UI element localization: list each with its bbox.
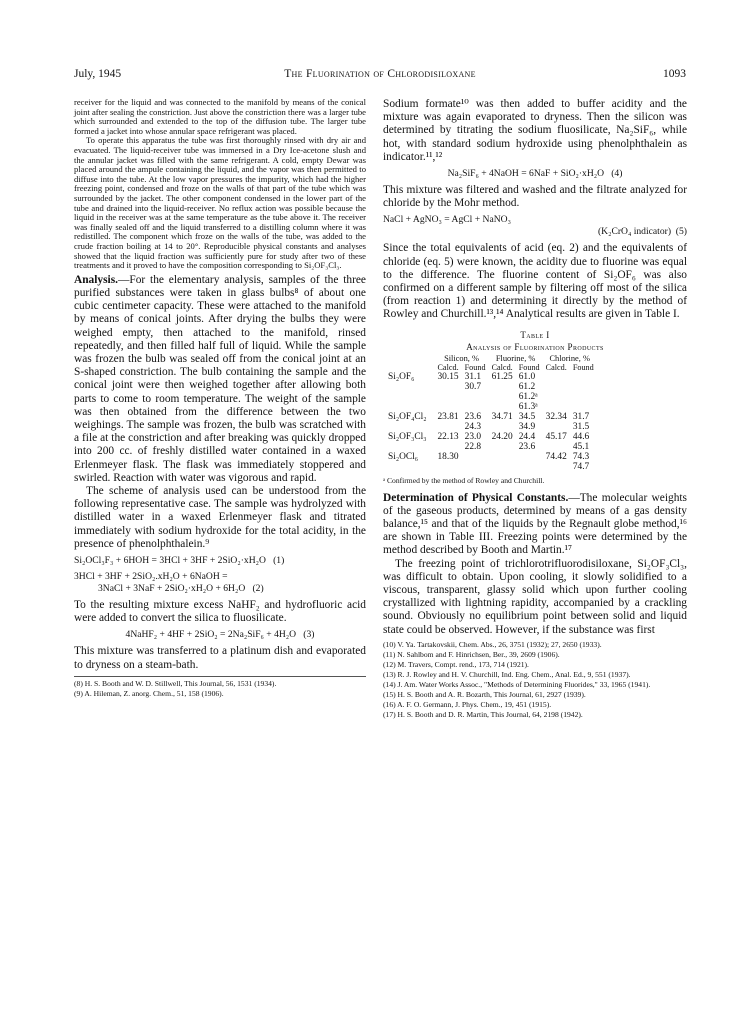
footnote: (14) J. Am. Water Works Assoc., "Methods of Determining Fluorides," 33, 1965 (1941). (383, 679, 651, 689)
table-cell (489, 452, 516, 462)
table-cell: 34.71 (491, 411, 513, 422)
left-column (74, 98, 366, 699)
table-label: Table I (520, 329, 550, 340)
right-column (383, 98, 687, 720)
footnote: (9) A. Hileman, Z. anorg. Chem., 51, 158 (1906). (74, 688, 224, 698)
table-cell (516, 462, 543, 472)
table-subhead: Found (464, 362, 486, 372)
table-cell (570, 382, 597, 392)
footnote: (15) H. S. Booth and A. R. Bozarth, This Journal, 61, 2927 (1939). (383, 689, 586, 699)
table-cell: 61.2 (518, 381, 536, 392)
table-row (385, 452, 597, 462)
footnote-rule (74, 676, 366, 677)
table-cell (543, 382, 570, 392)
table-row (385, 442, 597, 452)
table-cell (489, 402, 516, 412)
table-cell: 31.7 (572, 411, 590, 422)
table-cell (543, 422, 570, 432)
paragraph: This mixture was filtered and washed and the filtrate analyzed for chloride by the Mohr method. (383, 184, 687, 210)
table-compound: Si₂OF₄Cl₂ (388, 411, 427, 422)
table-cell (434, 392, 461, 402)
equation-5a: NaCl + AgNO₃ = AgCl + NaNO₃ (383, 214, 511, 226)
table-cell: 22.13 (437, 431, 459, 442)
table-cell (434, 382, 461, 392)
table-row (385, 382, 597, 392)
equation-1: Si₂OCl₃F₃ + 6HOH = 3HCl + 3HF + 2SiO₂·xH₂O (1) (74, 554, 285, 566)
table-row (385, 422, 597, 432)
table-head: Silicon, % (444, 353, 479, 363)
table-subhead: Calcd. (491, 362, 513, 372)
table-compound: Si₂OCl₆ (388, 451, 418, 462)
table-cell (489, 382, 516, 392)
table-cell: 23.6 (518, 441, 536, 452)
table-cell: 24.4 (518, 431, 536, 442)
table-cell: 30.15 (437, 371, 459, 382)
table-cell (489, 462, 516, 472)
table-cell: 30.7 (464, 381, 482, 392)
table-subhead: Found (518, 362, 540, 372)
equation-3: 4NaHF₂ + 4HF + 2SiO₂ = 2Na₂SiF₆ + 4H₂O (3) (125, 629, 315, 641)
footnote: (17) H. S. Booth and D. R. Martin, This Journal, 64, 2198 (1942). (383, 709, 583, 719)
running-header (74, 68, 686, 84)
table-row (385, 392, 597, 402)
table-cell (462, 392, 489, 402)
table-cell (462, 452, 489, 462)
equation-4: Na₂SiF₆ + 4NaOH = 6NaF + SiO₂·xH₂O (4) (447, 168, 623, 180)
paragraph: Sodium formate¹⁰ was then added to buffer acidity and the mixture was again evaporated to dryness. Then the silicon was determined by titrating the sodium fluosilicate, Na₂SiF₆, while hot, with standard sodium hydroxide using phenolphthalein as indicator.¹¹,¹² (383, 98, 687, 163)
paragraph: Since the total equivalents of acid (eq. 2) and the equivalents of chloride (eq. 5) were known, the acidity due to fluorine was equal to the difference. The fluorine content of Si₂OF₆ was also confirmed on a different sample by filtering off most of the silica (from reaction 1) and determining it directly by the method of Rowley and Churchill.¹³,¹⁴ Analytical results are given in Table I. (383, 242, 687, 321)
table-cell (462, 402, 489, 412)
table-subhead-row (385, 363, 597, 372)
table-cell (434, 462, 461, 472)
table-cell (570, 392, 597, 402)
paragraph: Determination of Physical Constants.—The molecular weights of the gaseous products, determined by means of a gas density balance,¹⁵ and that of the liquids by the Regnault globe method,¹⁶ are shown in Table III. Freezing points were determined by the method described by Booth and Martin.¹⁷ (383, 491, 687, 557)
table-row (385, 412, 597, 422)
paragraph: receiver for the liquid and was connected to the manifold by means of the conical joint after sealing the constriction. Just above the constriction there was a larger tube which surrounded and extended to the top of the diffusion tube. The larger tube formed a jacket into whose annular space refrigerant was placed. (74, 97, 366, 136)
paragraph: To the resulting mixture excess NaHF₂ and hydrofluoric acid were added to convert the silica to fluosilicate. (74, 598, 366, 625)
table-compound (385, 442, 434, 452)
table-cell: 34.5 (518, 411, 536, 422)
table-subhead: Calcd. (545, 362, 567, 372)
table-cell (543, 372, 570, 382)
table-head: Fluorine, % (495, 353, 536, 363)
table-compound (385, 382, 434, 392)
table-row (385, 432, 597, 442)
equation-2a: 3HCl + 3HF + 2SiO₂.xH₂O + 6NaOH = (74, 570, 228, 582)
table-head-row (385, 354, 597, 363)
table-subhead: Calcd. (437, 362, 459, 372)
paragraph: The scheme of analysis used can be understood from the following representative case. The sample was hydrolyzed with distilled water in a waxed Erlenmeyer flask and titrated immediately with sodium hydroxide for the total acidity, in the presence of phenolphthalein.⁹ (74, 484, 366, 550)
table-cell: 24.20 (491, 431, 513, 442)
table-cell (434, 442, 461, 452)
table-compound: Si₂OF₃Cl₃ (388, 431, 427, 442)
footnote: (8) H. S. Booth and W. D. Stillwell, This Journal, 56, 1531 (1934). (74, 678, 277, 688)
table-cell: 31.5 (572, 421, 590, 432)
table-cell: 61.0 (518, 371, 536, 382)
page-number: 1093 (663, 68, 686, 80)
table-row (385, 402, 597, 412)
footnote: (16) A. F. O. Germann, J. Phys. Chem., 19, 451 (1915). (383, 699, 552, 709)
table-compound (385, 392, 434, 402)
paragraph: To operate this apparatus the tube was first thoroughly rinsed with dry air and evacuated. The liquid-receiver tube was immersed in a Dry Ice-acetone slush and the annular jacket was filled with the same refrigerant. A cold, empty Dewar was placed around the ampule containing the liquid, and the vapor was then permitted to diffuse into the tube. At the low vapor pressures the impurity, which had the higher freezing point, condensed and froze on the walls of that part of the tube which was surrounded by the jacket. The other component condensed in the lower part of the tube and drained into the liquid-receiver. No reflux action was possible because the liquid in the receiver was at the same temperature as the tube above it. The receiver was finally sealed off and the liquid transferred to a distilling column where it was redistilled. The component which froze on the walls of the tube, was added to the crude fraction boiling at 14 to 20°. Reproducible physical constants and analyses showed that the liquid fraction was sufficiently pure for study after two of these treatments and it proved to have the composition corresponding to Si₂OF₃Cl₃. (74, 135, 366, 271)
table-cell: 23.0 (464, 431, 482, 442)
table-cell (489, 422, 516, 432)
table-cell: 34.9 (518, 421, 536, 432)
footnote: (12) M. Travers, Compt. rend., 173, 714 (1921). (383, 659, 529, 669)
paragraph: This mixture was transferred to a platinum dish and evaporated to dryness on a steam-bath. (74, 645, 366, 671)
table-cell: 31.1 (464, 371, 482, 382)
table-cell: 44.6 (572, 431, 590, 442)
table-row (385, 372, 597, 382)
paragraph: The freezing point of trichlorotrifluorodisiloxane, Si₂OF₃Cl₃, was difficult to obtain. Upon cooling, it slowly solidified to a viscous, transparent, glassy solid which upon further cooling crystallized with lightning rapidity, accompanied by a crackling sound. Obviously no equilibrium point between solid and liquid state could be observed. However, if the substance was first (383, 557, 687, 636)
table-footnote: ᵃ Confirmed by the method of Rowley and Churchill. (383, 475, 545, 485)
table-cell: 61.3ᵃ (518, 401, 538, 412)
table-cell (462, 462, 489, 472)
section-heading: Analysis. (74, 273, 118, 286)
table-subhead: Found (572, 362, 594, 372)
table-title: Analysis of Fluorination Products (466, 341, 604, 352)
table-row (385, 462, 597, 472)
table-cell (543, 462, 570, 472)
table-cell (543, 392, 570, 402)
table-cell: 74.3 (572, 451, 590, 462)
table-cell (489, 392, 516, 402)
table-cell: 45.1 (572, 441, 590, 452)
footnote: (13) R. J. Rowley and H. V. Churchill, Ind. Eng. Chem., Anal. Ed., 9, 551 (1937). (383, 669, 631, 679)
equation-5b: (K₂CrO₄ indicator) (5) (597, 226, 687, 238)
table-cell: 32.34 (545, 411, 567, 422)
header-date: July, 1945 (74, 68, 122, 80)
table-cell (570, 372, 597, 382)
table-cell: 22.8 (464, 441, 482, 452)
table-cell (516, 452, 543, 462)
table-compound (385, 422, 434, 432)
table-cell (543, 402, 570, 412)
table-cell (543, 442, 570, 452)
section-heading: Determination of Physical Constants. (383, 491, 569, 504)
table-cell: 61.2ᵃ (518, 391, 538, 402)
footnote: (10) V. Ya. Tartakovskii, Chem. Abs., 26, 3751 (1932); 27, 2650 (1933). (383, 639, 602, 649)
footnote: (11) N. Sahlbom and F. Hinrichsen, Ber., 39, 2609 (1906). (383, 649, 560, 659)
table-cell: 74.7 (572, 461, 590, 472)
table-cell: 18.30 (437, 451, 459, 462)
table-cell (434, 402, 461, 412)
table-head: Chlorine, % (549, 353, 590, 363)
table-cell (434, 422, 461, 432)
table-cell: 45.17 (545, 431, 567, 442)
table-cell: 24.3 (464, 421, 482, 432)
equation-2b: 3NaCl + 3NaF + 2SiO₂·xH₂O + 6H₂O (2) (98, 582, 264, 594)
table-cell: 23.6 (464, 411, 482, 422)
table-cell: 23.81 (437, 411, 459, 422)
table-cell (570, 402, 597, 412)
table-cell: 61.25 (491, 371, 513, 382)
paragraph: Analysis.—For the elementary analysis, samples of the three purified substances were taken in glass bulbs⁸ of about one cubic centimeter capacity. These were attached to the manifold by means of conical joints. After drying the bulbs they were weighed empty, then attached to the manifold, rinsed repeatedly, and then filled half full of liquid. While the sample was frozen the bulb was sealed off from the conical joint at an S-shaped constriction. The bulb containing the sample and the conical joint were then weighed together after allowing both parts to come to room temperature. The weight of the sample was then obtained from the difference between the two weighings. The sample was frozen, the bulb was scratched with a file at the constriction and after breaking was quickly dropped into 200 cc. of freshly distilled water contained in a waxed Erlenmeyer flask. The flask was immediately stoppered and swirled. Reaction with water was vigorous and rapid. (74, 273, 366, 484)
header-title: The Fluorination of Chlorodisiloxane (284, 68, 476, 80)
table-compound (385, 402, 434, 412)
table-cell: 74.42 (545, 451, 567, 462)
table-cell (489, 442, 516, 452)
table-compound (385, 462, 434, 472)
table-compound: Si₂OF₆ (388, 371, 415, 382)
analysis-table (385, 354, 597, 472)
